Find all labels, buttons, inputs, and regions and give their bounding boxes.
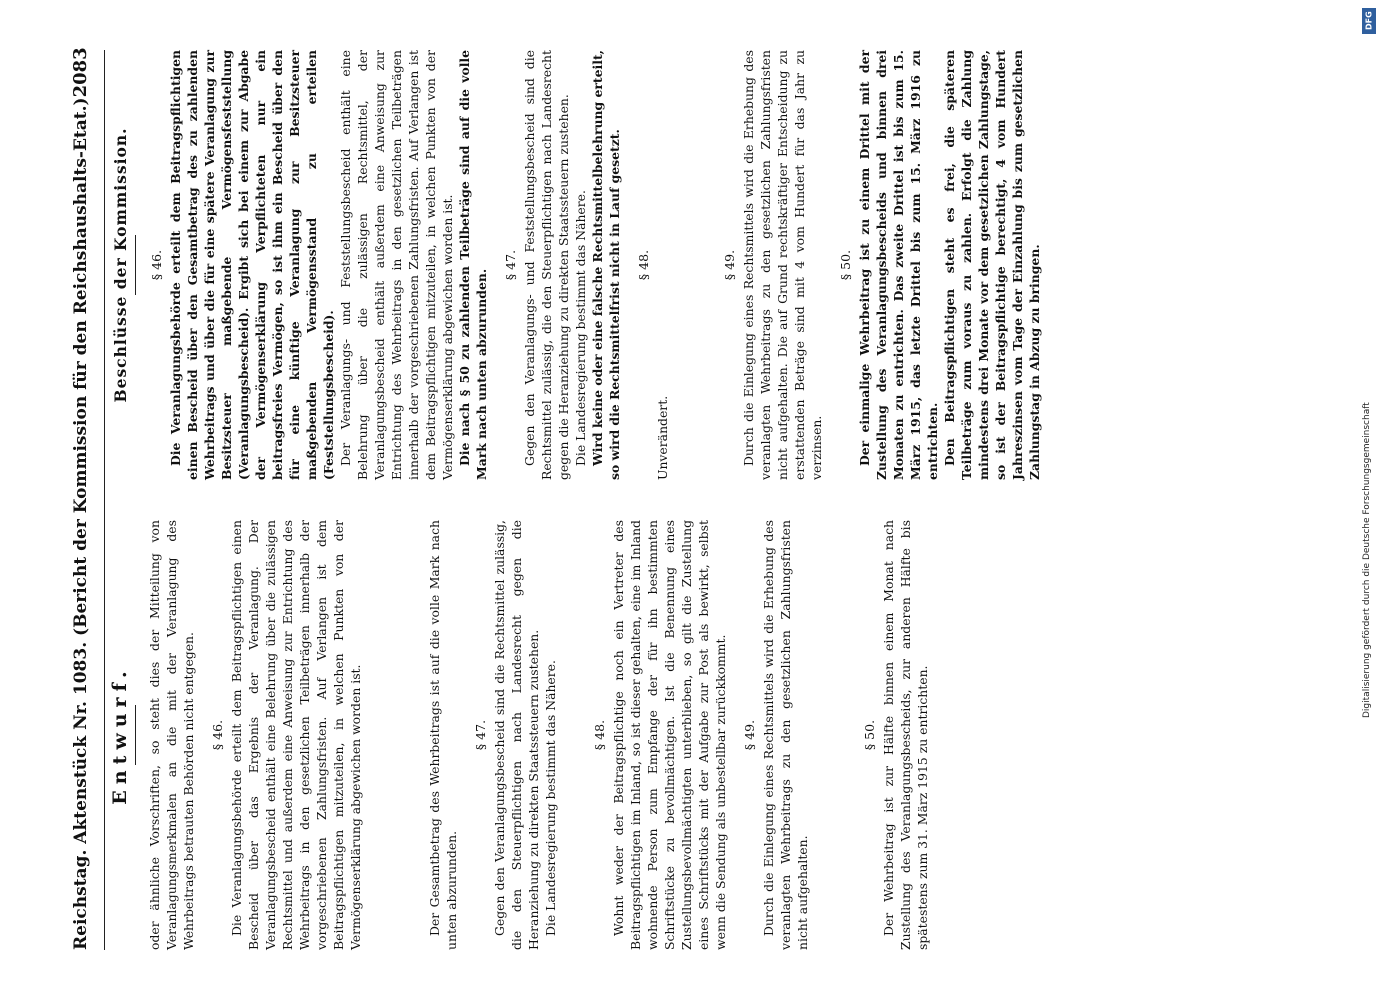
draft-section-49-label: § 49. [742, 719, 757, 751]
commission-section-49-label: § 49. [722, 249, 737, 281]
column-draft [109, 520, 931, 950]
commission-section-50-label: § 50. [838, 249, 853, 281]
draft-section-49-text: Durch die Einlegung eines Rechtsmittels wird die Erhebung des veranlagten Wehrbeitrags zu den gesetzlichen Zahlungsfristen nicht aufgehalten. [761, 520, 810, 950]
draft-section-48-text: Wohnt weder der Beitragspflichtige noch ein Vertreter des Beitragspflichtigen im Inland, so ist dieser gehalten, eine im Inland wohnende Person zum Empfange der für ihn bestimmten Schriftstücke zu bevollmächtigen. Ist die Benennung eines Zustellungsbevollmächtigten unterblieben, so gilt die Zustellung eines Schriftstücks mit der Aufgabe zur Post als bewirkt, selbst wenn die Sendung als unbestellbar zurückkommt. [611, 520, 728, 950]
draft-section-46-text: Die Veranlagungsbehörde erteilt dem Beitragspflichtigen einen Bescheid über das Ergebnis der Veranlagung. Der Veranlagungsbescheid enthält eine Belehrung über die zulässigen Rechtsmittel und außerdem eine Anweisung zur Entrichtung des Wehrbeitrags in den gesetzlichen Teilbeträgen innerhalb der vorgeschriebenen Zahlungsfristen. Auf Verlangen ist dem Beitragspflichtigen mitzuteilen, in welchen Punkten von der Vermögenserklärung abgewichen worden ist. [229, 520, 363, 950]
digitization-sidebar [1362, 8, 1376, 718]
digitization-credit: Digitalisierung gefördert durch die Deutsche Forschungsgemeinschaft [1362, 402, 1372, 718]
commission-section-46-text-3: Die nach § 50 zu zahlenden Teilbeträge sind auf die volle Mark nach unten abzurunden. [457, 50, 489, 480]
draft-column-title: Entwurf. [109, 665, 131, 805]
title-rule [135, 235, 136, 295]
commission-section-47-label: § 47. [503, 249, 518, 281]
commission-section-47-text-2: Die Landesregierung bestimmt das Nähere. [573, 190, 588, 466]
header-title: Reichstag. Aktenstück Nr. 1083. (Bericht der Kommission für den Reichshaushalts-Etat.) [71, 97, 91, 950]
draft-section-48-label: § 48. [592, 719, 607, 751]
draft-section-47-text: Gegen den Veranlagungsbescheid sind die Rechtsmittel zulässig, die den Steuerpflichtigen nach Landesrecht gegen die Heranziehung zu direkten Staatssteuern zustehen. [492, 520, 541, 950]
commission-section-50-text-2: Den Beitragspflichtigen steht es frei, die späteren Teilbeträge zum voraus zu zahlen. Erfolgt die Zahlung mindestens drei Monate vor dem gesetzlichen Zahlungstage, so ist der Beitragspflichtige berechtigt, 4 vom Hundert Jahreszinsen vom Tage der Einzahlung bis zum gesetzlichen Zahlungstag in Abzug zu bringen. [942, 50, 1042, 480]
commission-section-46-text: Die Veranlagungsbehörde erteilt dem Beitragspflichtigen einen Bescheid über den Gesamtbetrag des zu zahlenden Wehrbeitrags und über die für eine spätere Veranlagung zur Besitzsteuer maßgebende Vermögensfeststellung (Veranlagungsbescheid). Ergibt sich bei einem zur Abgabe der Vermögenserklärung Verpflichteten nur ein beitragsfreies Vermögen, so ist ihm ein Bescheid über den für eine künftige Veranlagung zur Besitzsteuer maßgebenden Vermögensstand zu erteilen (Feststellungsbescheid). [168, 50, 336, 480]
draft-section-50-text: Der Wehrbeitrag ist zur Hälfte binnen einem Monat nach Zustellung des Veranlagungsbescheids, zur anderen Hälfte bis spätestens zum 31. März 1915 zu entrichten. [881, 520, 930, 950]
document-page [70, 47, 1370, 950]
page-number: 2083 [70, 47, 91, 98]
commission-section-48-text: Unverändert. [655, 395, 670, 480]
draft-section-46-text-2: Der Gesamtbetrag des Wehrbeitrags ist auf die volle Mark nach unten abzurunden. [427, 520, 459, 950]
draft-section-47-text-2: Die Landesregierung bestimmt das Nähere. [543, 660, 558, 936]
draft-section-50-label: § 50. [862, 719, 877, 751]
draft-section-46-label: § 46. [210, 719, 225, 751]
title-rule [135, 705, 136, 765]
commission-section-47-text-3: Wird keine oder eine falsche Rechtsmittelbelehrung erteilt, so wird die Rechtsmittelfrist nicht in Lauf gesetzt. [590, 50, 622, 480]
dfg-logo-badge: DFG [1362, 8, 1376, 34]
page-header [70, 47, 105, 950]
draft-section-47-label: § 47. [473, 719, 488, 751]
draft-intro: oder ähnliche Vorschriften, so steht dies der Mitteilung von Veranlagungsmerkmalen an die mit der Veranlagung des Wehrbeitrags betrauten Behörden nicht entgegen. [147, 520, 196, 950]
commission-section-47-text: Gegen den Veranlagungs- und Feststellungsbescheid sind die Rechtsmittel zulässig, die den Steuerpflichtigen nach Landesrecht gegen die Heranziehung zu direkten Staatssteuern zustehen. [522, 50, 571, 480]
commission-section-46-text-2: Der Veranlagungs- und Feststellungsbescheid enthält eine Belehrung über die zulässigen Rechtsmittel, der Veranlagungsbescheid enthält außerdem eine Anweisung zur Entrichtung des Wehrbeitrags in den gesetzlichen Teilbeträgen innerhalb der vorgeschriebenen Zahlungsfristen. Auf Verlangen ist dem Beitragspflichtigen mitzuteilen, in welchen Punkten von der Vermögenserklärung abgewichen worden ist. [338, 50, 455, 480]
commission-section-48-label: § 48. [636, 249, 651, 281]
commission-section-49-text: Durch die Einlegung eines Rechtsmittels wird die Erhebung des veranlagten Wehrbeitrags zu den gesetzlichen Zahlungsfristen nicht aufgehalten. Die auf Grund rechtskräftiger Entscheidung zu erstattenden Beträge sind mit 4 vom Hundert für das Jahr zu verzinsen. [741, 50, 824, 480]
commission-section-50-text: Der einmalige Wehrbeitrag ist zu einem Drittel mit der Zustellung des Veranlagungsbescheids und binnen drei Monaten zu entrichten. Das zweite Drittel ist bis zum 15. März 1915, das letzte Drittel bis zum 15. März 1916 zu entrichten. [857, 50, 940, 480]
commission-column-title: Beschlüsse der Kommission. [111, 127, 130, 403]
commission-section-46-label: § 46. [149, 249, 164, 281]
column-commission [112, 50, 1043, 480]
